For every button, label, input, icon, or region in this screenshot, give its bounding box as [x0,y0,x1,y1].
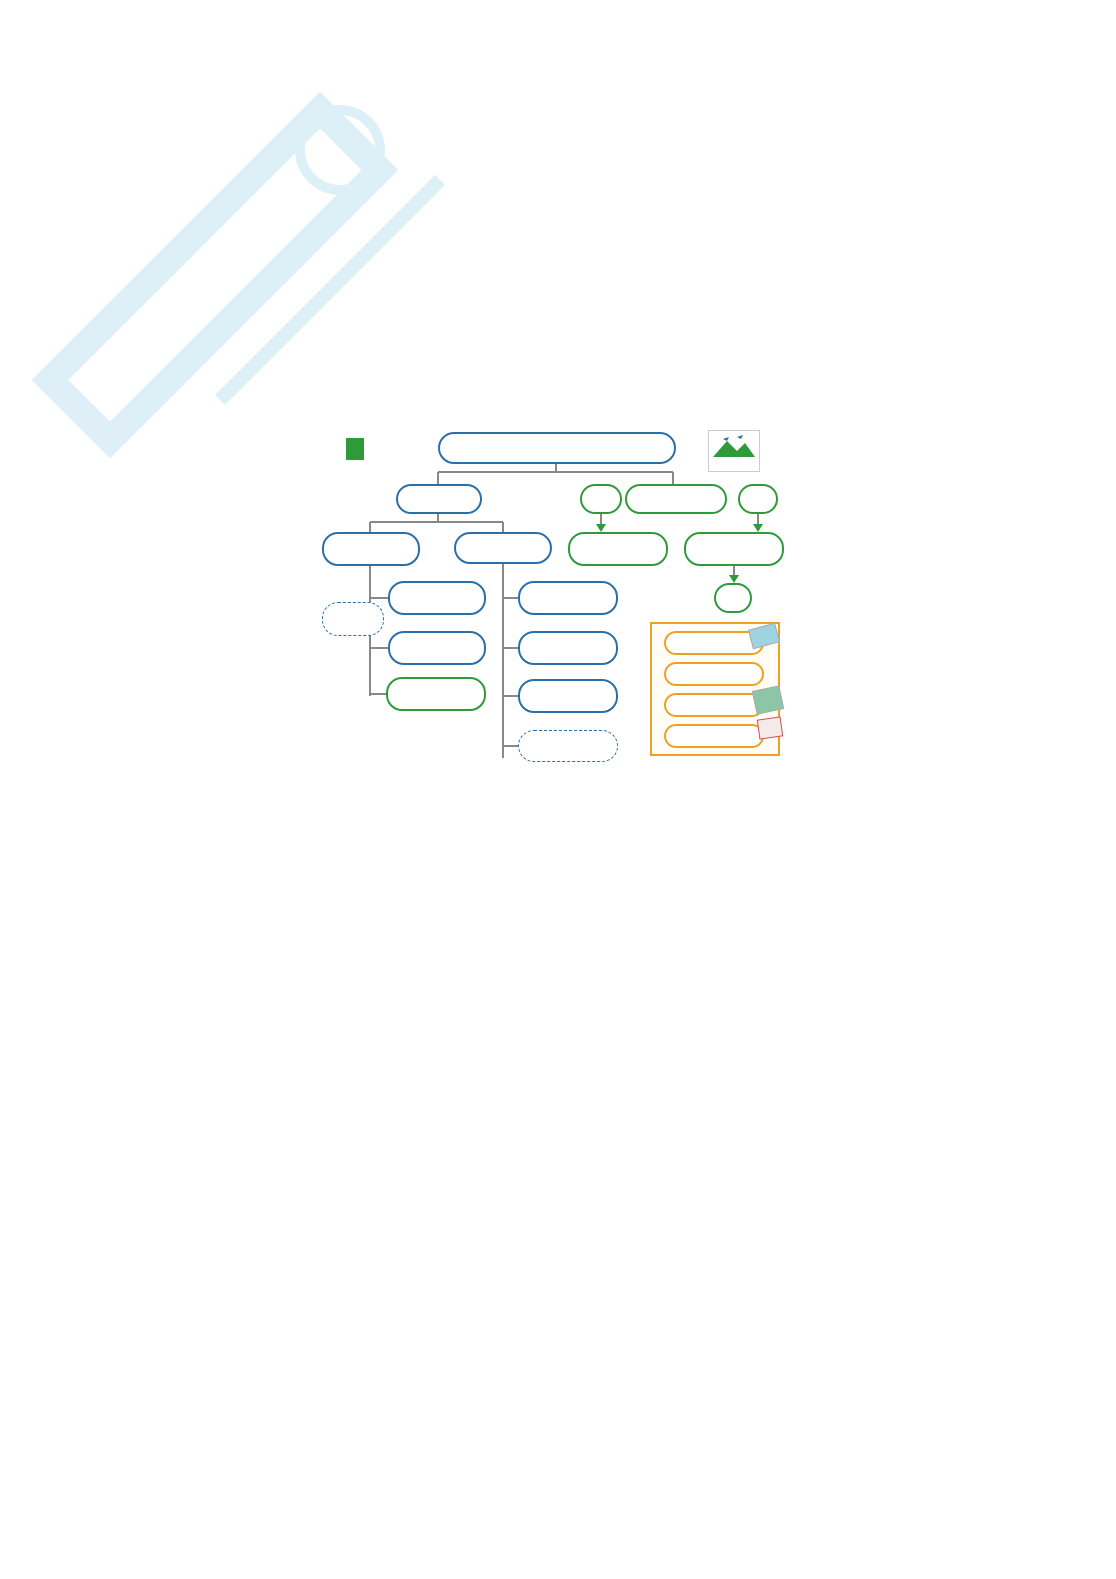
node-iba [580,484,622,514]
node-sin [738,484,778,514]
fvg-logo [346,436,408,470]
natura2000-logo [708,430,760,472]
node-altre-aree [454,532,552,564]
node-aree-wilderness [664,693,764,717]
protected-areas-diagram [318,426,798,770]
node-parchi-naturali-regionali [388,581,486,615]
unesco-stamp-icon [757,716,784,739]
node-prati-stabili [664,662,764,686]
node-riserve-naturali-regionali [388,631,486,665]
node-lr-42-96 [396,484,482,514]
node-aria [518,631,618,665]
node-zps [568,532,668,566]
node-aree-contigue [322,602,384,636]
node-unesco-nwh [664,724,764,748]
node-parchi-comunali [518,679,618,713]
node-aree-reperimento [518,730,618,762]
node-sistema-regionale [438,432,676,464]
node-riserve-naturali-statali [386,677,486,711]
node-aree-protette [322,532,420,566]
node-zsc [714,583,752,613]
natura2000-logo-icon [709,431,759,461]
node-sic [684,532,784,566]
node-natura2000 [625,484,727,514]
node-biotopi-naturali [518,581,618,615]
